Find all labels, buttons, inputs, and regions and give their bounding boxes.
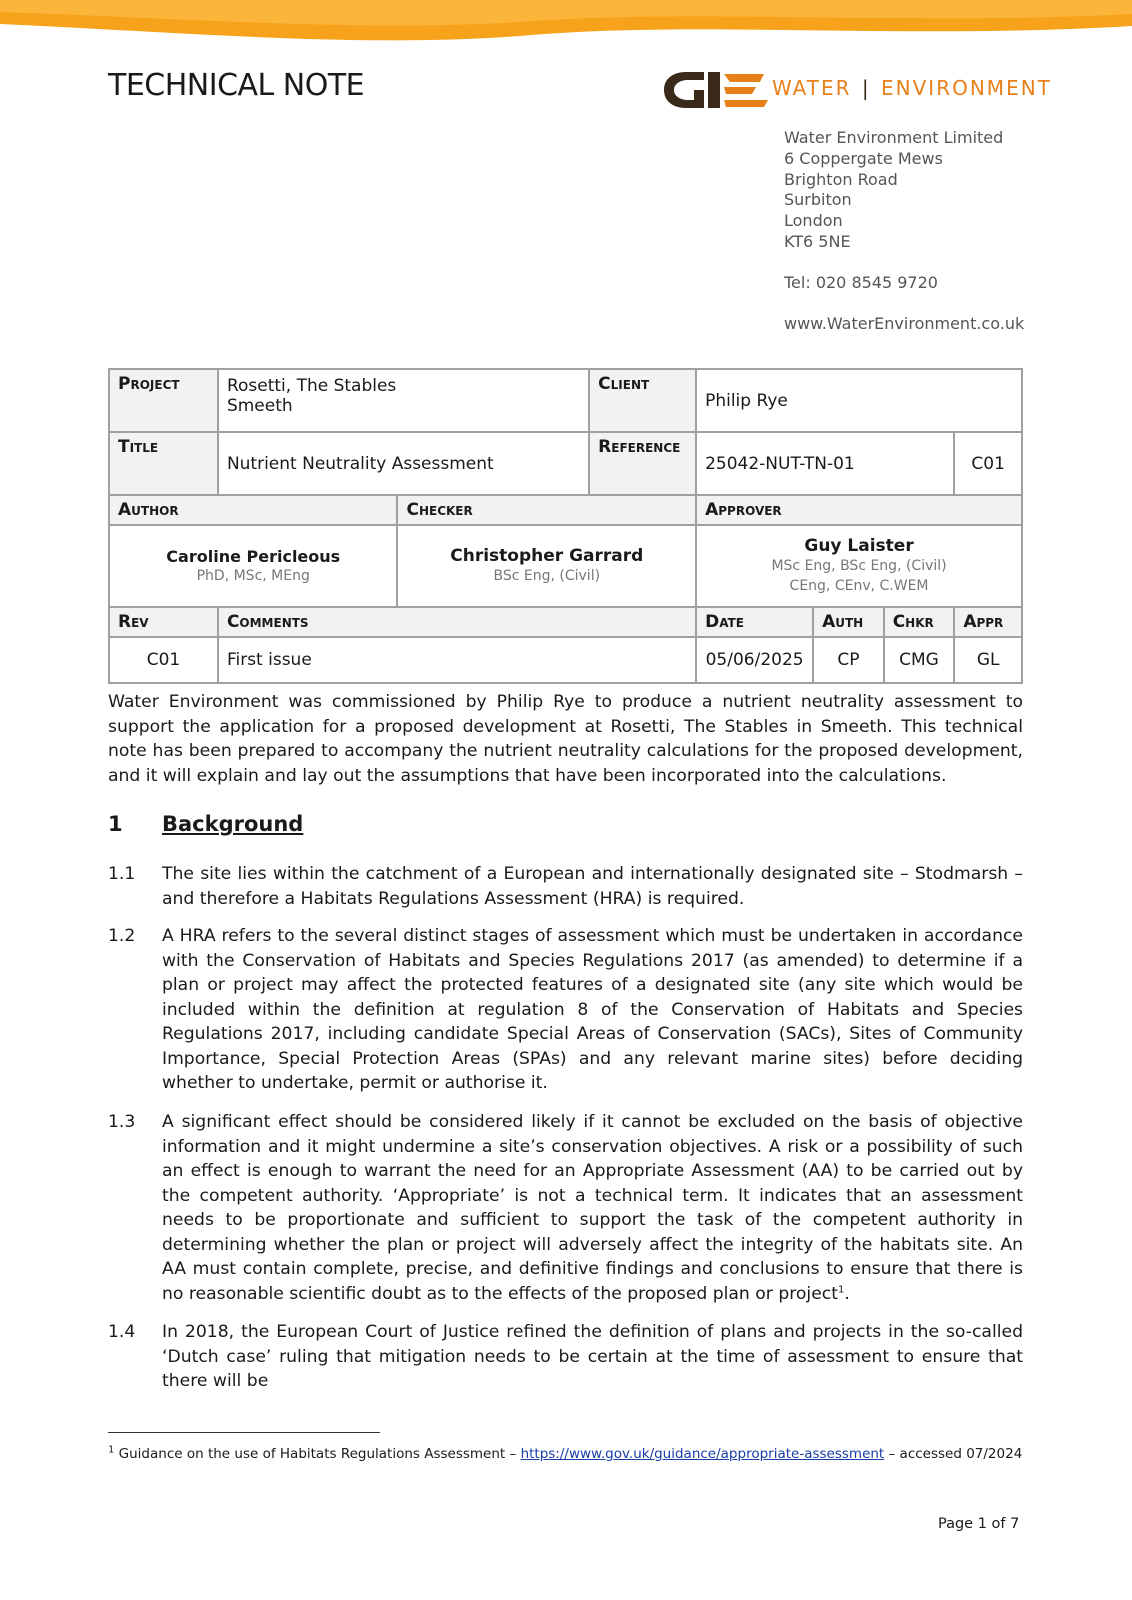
document-title: TECHNICAL NOTE	[108, 68, 365, 103]
footnote-reference[interactable]: 1	[837, 1283, 845, 1295]
page-number: Page 1 of 7	[938, 1516, 1020, 1532]
paragraph-text: A significant effect should be considered likely if it cannot be excluded on the basis of objective information and it might undermine a site’s conservation objectives. A risk or a possibility of such an effect is enough to warrant the need for an Appropriate Assessment (AA) to be carried out by the competent authority. ‘Appropriate’ is not a technical term. It indicates that an assessment needs to be proportionate and sufficient to support the task of the competent authority in determining whether the plan or project will adversely affect the integrity of the habitats site. An AA must contain complete, precise, and definitive findings and conclusions to ensure that there is no reasonable scientific doubt as to the effects of the proposed plan or project$^1$.	[162, 1112, 1023, 1304]
project-label: Project	[109, 369, 218, 432]
author-name: Caroline Pericleous	[166, 546, 341, 566]
address-line: London	[784, 211, 843, 231]
paragraph-text: The site lies within the catchment of a European and internationally designated site – Stodmarsh – and therefore a Habitats Regulations Assessment (HRA) is required.	[162, 864, 1023, 909]
author-label: Author	[109, 495, 397, 525]
address-line: Brighton Road	[784, 169, 898, 189]
title-value: Nutrient Neutrality Assessment	[218, 432, 589, 495]
paragraph-number: 1.1	[108, 864, 136, 884]
paragraph-number: 1.3	[108, 1112, 136, 1132]
company-address	[784, 128, 1024, 334]
appr-value: GL	[954, 637, 1022, 683]
logo-wordmark: WATER | ENVIRONMENT	[772, 76, 1052, 100]
telephone: Tel: 020 8545 9720	[784, 272, 938, 292]
paragraph-number: 1.2	[108, 926, 136, 946]
paragraph-text: A HRA refers to the several distinct stages of assessment which must be undertaken in accordance with the Conservation of Habitats and Species Regulations 2017 (as amended) to determine if a plan or project may affect the protected features of a designated site (any site which would be included within the definition at regulation 8 of the Conservation of Habitats and Species Regulations 2017, including candidate Special Areas of Conservation (SACs), Sites of Community Importance, Special Protection Areas (SPAs) and any relevant marine sites) before deciding whether to undertake, permit or authorise it.	[162, 926, 1023, 1093]
approver-qualifications: CEng, CEnv, C.WEM	[789, 578, 929, 594]
address-line: 6 Coppergate Mews	[784, 148, 943, 168]
footnote-divider	[108, 1432, 380, 1433]
checker-cell	[397, 525, 696, 607]
header-wave-band	[0, 0, 1132, 48]
checker-label: Checker	[397, 495, 696, 525]
approver-cell	[696, 525, 1022, 607]
reference-revision: C01	[954, 432, 1022, 495]
paragraph-1-1	[108, 862, 1023, 911]
author-qualifications: PhD, MSc, MEng	[196, 567, 310, 584]
checker-name: Christopher Garrard	[450, 546, 644, 566]
address-line: Water Environment Limited	[784, 128, 1004, 147]
address-line: Surbiton	[784, 190, 852, 210]
chkr-value: CMG	[884, 637, 955, 683]
paragraph-1-2	[108, 924, 1023, 1096]
chkr-label: Chkr	[884, 607, 955, 637]
checker-qualifications: BSc Eng, (Civil)	[493, 568, 601, 584]
approver-name: Guy Laister	[804, 536, 914, 556]
approver-label: Approver	[696, 495, 1022, 525]
auth-label: Auth	[813, 607, 884, 637]
date-label: Date	[696, 607, 813, 637]
rev-value: C01	[109, 637, 218, 683]
section-heading: Background	[162, 812, 304, 836]
reference-label: Reference	[589, 432, 696, 495]
title-label: Title	[109, 432, 218, 495]
paragraph-1-3	[108, 1110, 1023, 1306]
footnote: $^1$ Guidance on the use of Habitats Regulations Assessment – https://www.gov.uk/guidance/appropriate-assessment – accessed 07/2024	[108, 1444, 1023, 1462]
reference-value: 25042-NUT-TN-01	[696, 432, 954, 495]
appr-label: Appr	[954, 607, 1022, 637]
footnote-link[interactable]: https://www.gov.uk/guidance/appropriate-assessment	[520, 1446, 885, 1462]
paragraph-number: 1.4	[108, 1322, 136, 1342]
paragraph-text: In 2018, the European Court of Justice refined the definition of plans and projects in the so-called ‘Dutch case’ ruling that mitigation needs to be certain at the time of assessment to ensure that there will be	[162, 1322, 1023, 1391]
rev-label: Rev	[109, 607, 218, 637]
website: www.WaterEnvironment.co.uk	[784, 313, 1025, 333]
intro-paragraph: Water Environment was commissioned by Philip Rye to produce a nutrient neutrality assessment to support the application for a proposed development at Rosetti, The Stables in Smeeth. This technical note has been prepared to accompany the nutrient neutrality calculations for the proposed development, and it will explain and lay out the assumptions that have been incorporated into the calculations.	[108, 692, 1023, 786]
project-value: Rosetti, The Stables Smeeth	[218, 369, 589, 432]
paragraph-1-4	[108, 1320, 1023, 1394]
address-line: KT6 5NE	[784, 231, 851, 251]
date-value: 05/06/2025	[696, 637, 813, 683]
comments-label: Comments	[218, 607, 696, 637]
document-metadata-table	[108, 368, 1023, 684]
comments-value: First issue	[218, 637, 696, 683]
section-number: 1	[108, 812, 123, 836]
author-cell	[109, 525, 397, 607]
client-value: Philip Rye	[696, 369, 1022, 432]
approver-qualifications: MSc Eng, BSc Eng, (Civil)	[771, 558, 947, 574]
client-label: Client	[589, 369, 696, 432]
auth-value: CP	[813, 637, 884, 683]
